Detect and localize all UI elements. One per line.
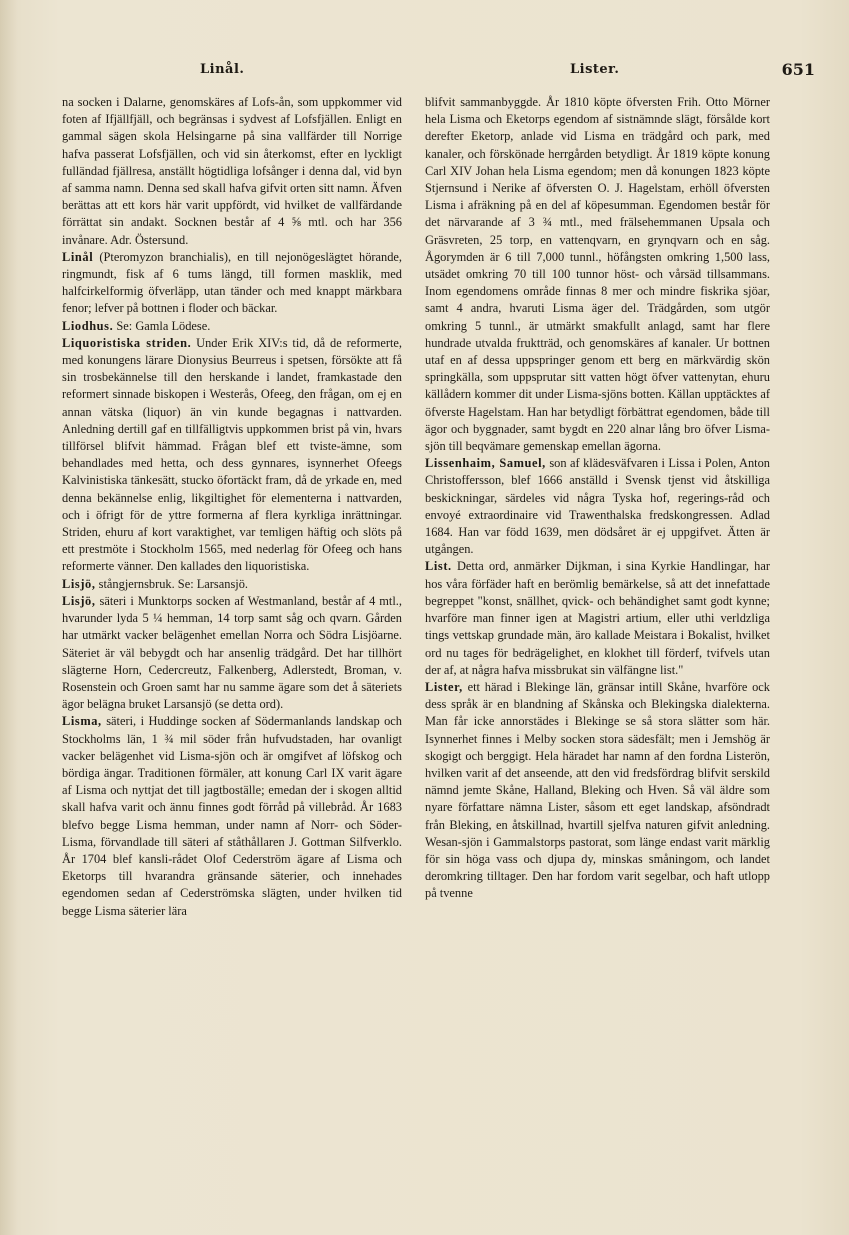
entry-text: säteri i Munktorps socken af Westmanland, består af 4 mtl., hvarunder lyda 5 ¼ hemman, 14 torp samt såg och qvarn. Gården har utmärkt vacker belägenhet emellan Norra och Södra Lisjöarne. Säteriet är väl bebygdt och har ansenlig trädgård. Det har tillhört slägterne Horn, Cedercreutz, Falkenberg, Adlerstedt, Broman, v. Rosenstein och Groen samt har nu samme ägare som det å säteriets ägor belägna bruket Larsansjö (se detta ord).: [62, 593, 402, 712]
entry-text: Se: Gamla Lödese.: [113, 318, 211, 333]
entry-headword: Liodhus.: [62, 318, 114, 333]
entry-lisjo-sateri: [62, 593, 402, 713]
running-header: [40, 62, 815, 84]
entry-lisma: [62, 713, 402, 919]
header-right-word: Lister.: [570, 62, 620, 77]
entry-linal: [62, 249, 402, 318]
entry-text: Detta ord, anmärker Dijkman, i sina Kyrkie Handlingar, har hos våra förfäder haft en berömlig bemärkelse, så att det innefattade begreppet "konst, snällhet, qvick- och behändighet samt godt kynne; hvarföre man finner igen at Magistri artium, eller uthi verldzliga tings vettskap grundade män, äro kallade Meistara i Bokalist, hvilket ord nu tages för bedrägelighet, en klokhet till förderf, tvifvels utan der af, at några hafva missbrukat sin välfängne list.": [425, 559, 770, 677]
entry-headword: Lisma,: [62, 714, 102, 729]
entry-lisma-cont: [425, 94, 770, 455]
entry-headword: Linål: [62, 249, 94, 264]
entry-liquoristiska-striden: [62, 335, 402, 576]
entry-lissenhaim: [425, 455, 770, 558]
entry-headword: List.: [425, 559, 452, 574]
header-left-word: Linål.: [200, 62, 245, 77]
entry-lisjo-bruk: [62, 576, 402, 593]
entry-text: son af klädesväfvaren i Lissa i Polen, Anton Christoffersson, blef 1666 anställd i Svensk tjenst vid åtskilliga beskickningar, särdeles vid några Tyska hof, regerings-råd och envoyé extraordinaire vid Trawenthalska fredskongressen. Adlad 1684. Han var född 1639, men dödsåret är ej uppgifvet. Ätten är utgången.: [425, 456, 771, 557]
entry-headword: Lissenhaim, Samuel,: [425, 456, 546, 471]
entry-liodhus: [62, 318, 402, 335]
page-number: 651: [781, 60, 815, 79]
entry-headword: Liquoristiska striden.: [62, 335, 192, 350]
entry-text: na socken i Dalarne, genomskäres af Lofs-ån, som uppkommer vid foten af Ifjällfjäll, och begränsas i sydvest af Lofsfjällen. Enligt en gammal sägen skola Helsingarne på sina vallfärder till Norrige hafva passerat Lofsfjällen, och vid sin återkomst, efter en lyckligt fulländad fjällresa, anställt högtidliga lofsånger i denna dal, vid byn af samma namn. Denna sed skall hafva gifvit orten sitt namn. Äfven berättas att ett kors här varit uppfördt, vid hvilket de vallfärdande förrättat sin andakt. Socknen består af 4 ⅝ mtl. och har 356 invånare. Adr. Östersund.: [62, 95, 402, 247]
entry-headword: Lisjö,: [62, 576, 96, 591]
entry-text: säteri, i Huddinge socken af Södermanlands landskap och Stockholms län, 1 ¾ mil söder från hufvudstaden, har ovanligt vacker belägenhet vid Lisma-sjön och är omgifvet af löfskog och bördiga ängar. Traditionen förmäler, att konung Carl IX varit ägare af Lisma och nyttjat det till jagtboställe; emedan der i skogen alltid skall hafva varit och ännu finnes godt förråd på villebråd. År 1683 blefvo begge Lisma hemman, under namn af Norr- och Söder-Lisma, förvandlade till säteri af ståthållaren J. Gottman Silfverklo. År 1704 blef kansli-rådet Olof Cederström ägare af Lisma och Eketorps till hvarandra gränsande säterier, och innehades egendomen sedan af Cederströmska slägten, under hvilken tid begge Lisma säterier lära: [62, 714, 402, 918]
entry-headword: Lister,: [425, 679, 463, 694]
entry-text: ett härad i Blekinge län, gränsar intill Skåne, hvarföre ock dess språk är en blandning af Skånska och Blekingska dialekterna. Man får icke annorstädes i Blekinge se så stora slätter som här. Isynnerhet finnes i Melby socken stora sädesfält; men i Jemshög är skogigt och berggigt. Hela häradet har namn af den fordna Listerön, hvilken varit af det anseende, att den vid fredsfördrag blifvit serskild nämnd jemte Skåne, Halland, Bleking och Hven. Så väl äldre som nyare författare nämna Lister, såsom ett eget landskap, afsöndradt från Bleking, en åtskillnad, hvartill sjelfva naturen gifvit anledning. Wesan-sjön i Gammalstorps pastorat, som länge endast varit märklig för sin höga vass och djupa dy, minskas småningom, och landet deromkring tilltager. Den har fordom varit segelbar, och haft utlopp på tvenne: [425, 679, 770, 901]
entry-text: Under Erik XIV:s tid, då de reformerte, med konungens lärare Dionysius Beurreus i spetsen, försökte att få sin trosbekännelse till den herskande i landet, framkastade den reformert sinnade biskopen i Westerås, Ofeeg, den frågan, om ej en annan vätska (liquor) än vin kunde begagnas i nattvarden. Anledning dertill gaf en tillfälligtvis uppkommen brist på vin, hvars tillförsel blifvit hämmad. Frågan blef ett tviste-ämne, som behandlades med hetta, och dess gynnares, isynnerhet Ofeegs Kalvinistiska tänkesätt, stucko öfortäckt fram, då de yrkade en, med denna bekännelse enlig, likgiltighet för elementerna i nattvarden, och i öfrigt för de yttre formerna af flera kyrkliga inrättningar. Striden, ehuru af kort varaktighet, var temligen häftig och slöts på ett prestmöte i Stockholm 1565, med nederlag för Ofeeg och hans reformerte vänner. Den kallades den liquoristiska.: [62, 335, 403, 574]
entry-text: (Pteromyzon branchialis), en till nejonögeslägtet hörande, ringmundt, fisk af 6 tums längd, till formen masklik, med halfcirkelformig öfverläpp, utan tänder och med knappt märkbara fenor; lefver på bottnen i floder och bäckar.: [62, 249, 402, 316]
entry-lister: [425, 679, 770, 903]
left-column: [62, 94, 402, 920]
entry-lofsdalen-cont: [62, 94, 402, 249]
entry-headword: Lisjö,: [62, 593, 96, 608]
entry-text: blifvit sammanbyggde. År 1810 köpte öfversten Frih. Otto Mörner hela Lisma och Eketorps egendom af sistnämnde slägt, försålde kort derefter Eketorp, anlade vid Lisma en trädgård och park, med kanaler, och förskönade herrgården betydligt. År 1819 köpte konung Carl XIV Johan hela Lisma egendom; men då konungen 1823 köpte Stjernsund i Nerike af öfversten O. J. Hagelstam, erhöll öfversten Lisma i afräkning på en del af köpesumman. Egendomen består för det närvarande af 3 ¾ mtl., med frälsehemmanen Upsala och Gräsvreten, 25 torp, en vattenqvarn, en grynqvarn och en såg. Ågorymden är 6 till 7,000 tunnl., höfångsten omkring 1,500 lass, utsädet omkring 70 till 100 tunnor höst- och vårsäd tillsammans. Inom egendomens område finnas 8 mer och mindre fiskrika sjöar, samt 4 andra, hvaruti Lisma äger del. Trädgården, som utgör omkring 5 tunnl., är utmärkt smakfullt anlagd, samt har flere hundrade utvalda fruktträd, och genomskäres af kanaler. Ur bottnen utaf en af dessa uppspringer genom ett berg en märkvärdig skön springkälla, som uppsprutar sitt vatten högt öfver vattenytan, ehuru källådern kommer dit under Lisma-sjöns botten. Källan upptäcktes af öfverste Hagelstam. Han har betydligt förbättrat egendomen, både till ägor och byggnader, samt bygdt en 220 alnar lång bro öfver Lisma-sjön till beqvämare gemenskap emellan ägorna.: [425, 95, 770, 454]
right-column: [425, 94, 770, 903]
entry-text: stångjernsbruk. Se: Larsansjö.: [95, 576, 249, 591]
entry-list: [425, 558, 770, 678]
